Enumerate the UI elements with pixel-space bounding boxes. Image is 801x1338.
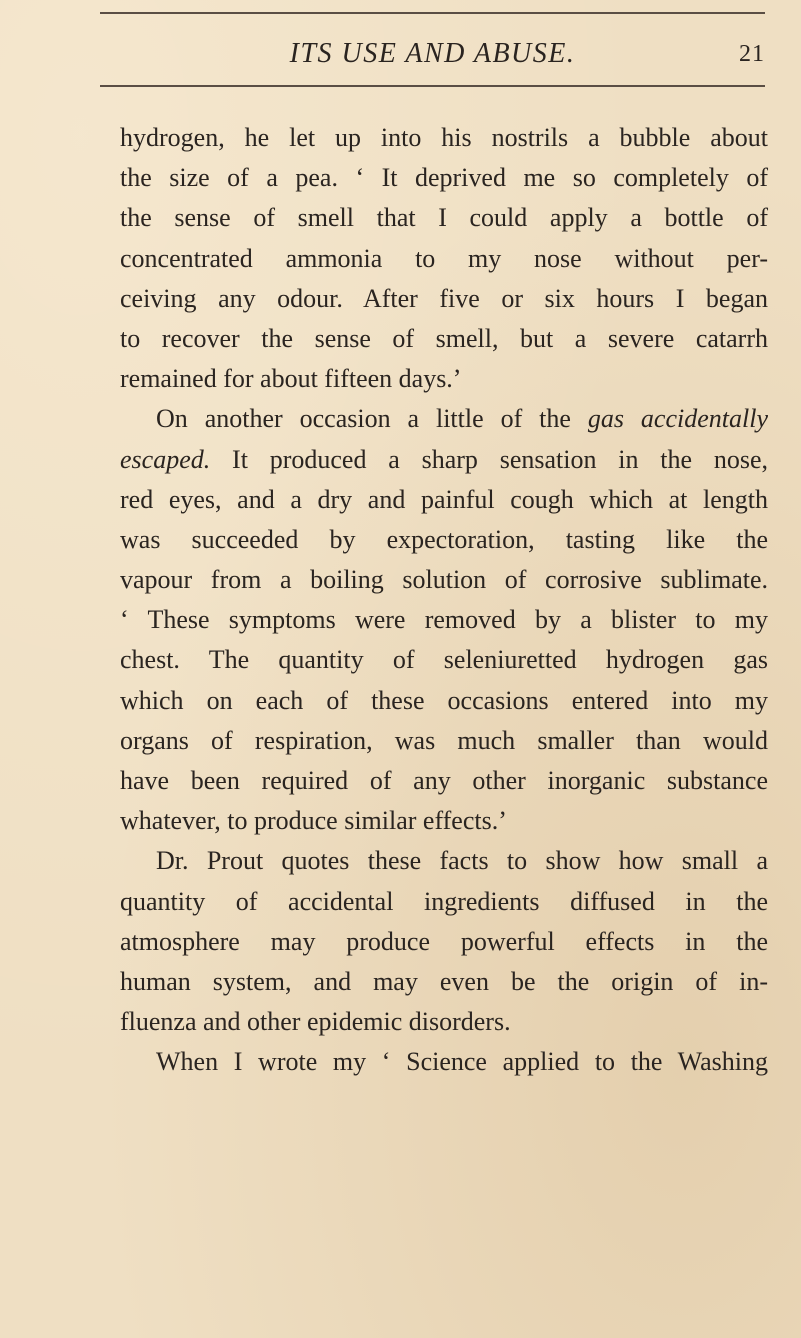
text-line: vapour from a boiling solution of corrosive sublimate. [120,565,768,595]
text-line: atmosphere may produce powerful effects in the [120,926,768,956]
text-line: the size of a pea. ‘ It deprived me so completely of [120,163,768,193]
text-line [120,399,768,439]
text-line: red eyes, and a dry and painful cough which at length [120,484,768,514]
text-line: fluenza and other epidemic disorders. [120,1007,511,1037]
italic-run: escaped. [120,444,211,474]
page-number: 21 [739,41,765,67]
text-line: to recover the sense of smell, but a severe catarrh [120,323,768,353]
text-line: was succeeded by expectoration, tasting like the [120,524,768,554]
running-title: ITS USE AND ABUSE. [289,38,576,69]
text-run: On another occasion a little of the [156,404,588,434]
text-line: quantity of accidental ingredients diffused in the [120,886,768,916]
text-line: ‘ These symptoms were removed by a blister to my [120,605,768,635]
text-line: organs of respiration, was much smaller than would [120,725,768,755]
text-line [120,440,768,480]
text-run: It produced a sharp sensation in the nose, [210,444,768,474]
text-line: human system, and may even be the origin of in- [120,966,768,996]
text-line: hydrogen, he let up into his nostrils a bubble about [120,123,768,152]
body-text [120,118,768,1083]
italic-run: gas accidentally [587,404,768,434]
text-line: concentrated ammonia to my nose without per- [120,243,768,273]
text-line: the sense of smell that I could apply a bottle of [120,203,768,233]
text-line: Dr. Prout quotes these facts to show how small a [156,846,768,876]
text-line: have been required of any other inorganic substance [120,766,768,795]
text-line: ceiving any odour. After five or six hours I began [120,283,768,313]
text-line: chest. The quantity of seleniuretted hydrogen gas [120,645,768,675]
header-rule [100,85,765,87]
text-line: whatever, to produce similar effects.’ [120,806,507,836]
top-rule [100,12,765,14]
text-line: remained for about fifteen days.’ [120,364,462,394]
text-line: which on each of these occasions entered into my [120,685,768,715]
text-line: When I wrote my ‘ Science applied to the Washing [156,1047,768,1077]
running-header [100,34,765,74]
